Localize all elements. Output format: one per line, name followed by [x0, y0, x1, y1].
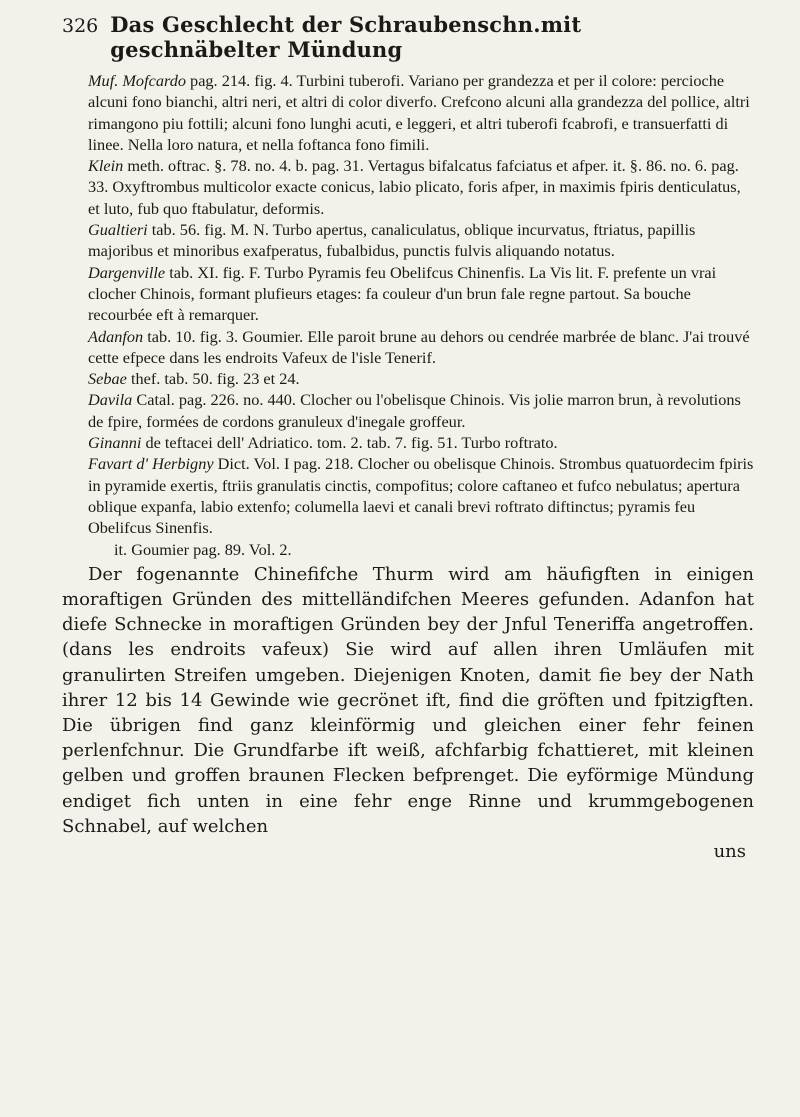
reference-entry [62, 389, 754, 432]
reference-entry [62, 219, 754, 262]
reference-text: Dict. Vol. I pag. 218. Clocher ou obelisque Chinois. Strombus quatuordecim fpiris in pyramide exertis, ftriis granulatis cinctis, compofitus; colore caftaneo et fufco nebulatus; apertura oblique expanfa, labio extenfo; columella laevi et canali brevi roftrato diftinctus; pyramis feu Obelifcus Sinenfis. [88, 454, 754, 538]
reference-text: tab. XI. fig. F. Turbo Pyramis feu Obelifcus Chinenfis. La Vis lit. F. prefente un vrai clocher Chinois, formant plufieurs etages: fa couleur d'un brun fale regne partout. Sa bouche recourbée eft à remarquer. [88, 262, 717, 325]
catchword: uns [713, 841, 746, 863]
reference-author: Muf. Mofcardo [88, 71, 186, 90]
reference-author: Davila [88, 390, 133, 410]
reference-entry [62, 262, 754, 326]
reference-entry [62, 539, 754, 560]
reference-entry [62, 432, 754, 453]
reference-entry [62, 368, 754, 389]
reference-text: Catal. pag. 226. no. 440. Clocher ou l'obelisque Chinois. Vis jolie marron brun, à revolutions de fpire, formées de cordons granuleux d'inegale groffeur. [88, 390, 741, 431]
running-head [62, 12, 754, 62]
reference-text: de teftacei dell' Adriatico. tom. 2. tab. 7. fig. 51. Turbo roftrato. [141, 433, 558, 453]
references-block [62, 70, 754, 560]
reference-text: meth. oftrac. §. 78. no. 4. b. pag. 31. Vertagus bifalcatus fafciatus et afper. it. §. 86. no. 6. pag. 33. Oxyftrombus multicolor exacte conicus, labio plicato, foris afper, in maximis fpiris denticulatus, et luto, fub quo ftabulatur, deformis. [88, 156, 741, 218]
reference-text: pag. 214. fig. 4. Turbini tuberofi. Variano per grandezza et per il colore: percioche alcuni fono bianchi, altri neri, et altri di color diverfo. Crefcono alcuni alla grandezza del pollice, altri rimangono piu fottili; alcuni fono lunghi acuti, e leggeri, et altri tuberofi fcabrofi, e transuerfatti di linee. Nella loro natura, et nella foftanca fono fimili. [88, 71, 750, 154]
reference-author: Gualtieri [88, 220, 148, 240]
description-paragraph: Der fogenannte Chinefifche Thurm wird am häufigften in einigen moraftigen Gründen des mittelländifchen Meeres gefunden. Adanfon hat diefe Schnecke in moraftigen Gründen bey der Jnful Teneriffa angetroffen. (dans les endroits vafeux) Sie wird auf allen ihren Umläufen mit granulirten Streifen umgeben. Diejenigen Knoten, damit fie bey der Nath ihrer 12 bis 14 Gewinde wie gecrönet ift, find die gröften und fpitzigften. Die übrigen find ganz kleinförmig und gleichen einer fehr feinen perlenfchnur. Die Grundfarbe ift weiß, afchfarbig fchattieret, mit kleinen gelben und groffen braunen Flecken befprenget. Die eyförmige Mündung endiget fich unten in eine fehr enge Rinne und krummgebogenen Schnabel, auf welchen [62, 563, 754, 837]
running-title: Das Geschlecht der Schraubenschn.mit geschnäbelter Mündung [110, 12, 582, 62]
reference-entry [62, 155, 754, 219]
reference-text: tab. 56. fig. M. N. Turbo apertus, canaliculatus, oblique incurvatus, ftriatus, papillis majoribus et minoribus exafperatus, fubalbidus, punctis fulvis aliquando notatus. [88, 220, 696, 261]
reference-author: Klein [88, 156, 124, 176]
description-block [62, 562, 754, 864]
reference-author: Sebae [88, 369, 127, 389]
reference-text: thef. tab. 50. fig. 23 et 24. [126, 369, 300, 389]
reference-author: Favart d' Herbigny [88, 454, 214, 474]
reference-author: Dargenville [88, 262, 166, 282]
reference-text: tab. 10. fig. 3. Goumier. Elle paroit brune au dehors ou cendrée marbrée de blanc. J'ai trouvé cette efpece dans les endroits Vafeux de l'isle Tenerif. [88, 326, 750, 367]
page-number: 326 [62, 15, 99, 37]
reference-author: Ginanni [88, 433, 142, 453]
reference-entry [62, 453, 754, 538]
reference-entry [62, 326, 754, 369]
reference-entry [62, 70, 754, 155]
reference-author: Adanfon [88, 326, 144, 346]
reference-text: it. Goumier pag. 89. Vol. 2. [114, 539, 292, 559]
